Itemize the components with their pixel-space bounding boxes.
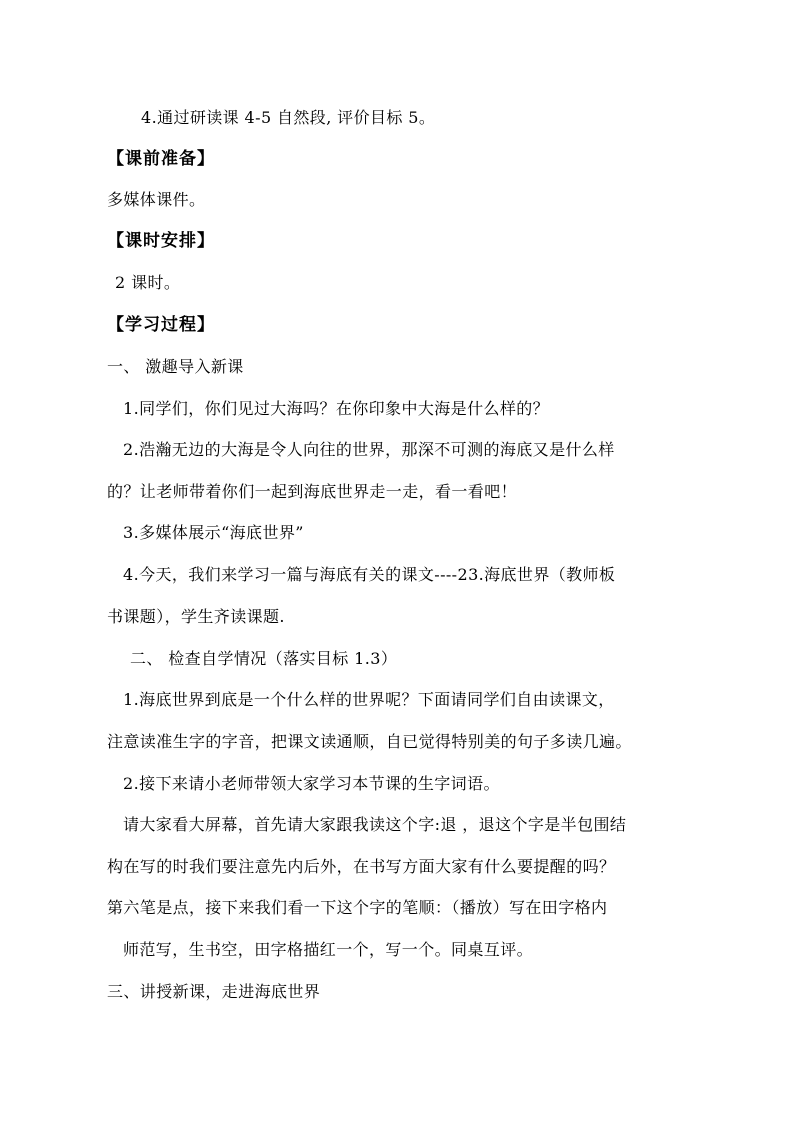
- preparation-text: 多媒体课件。: [107, 190, 206, 209]
- paragraph-line: 2.接下来请小老师带领大家学习本节课的生字词语。: [123, 774, 500, 793]
- section-heading-schedule: 【课时安排】: [107, 231, 215, 251]
- objective-item-4: 4.通过研读课 4-5 自然段, 评价目标 5。: [141, 108, 436, 127]
- step-heading-3: 三、讲授新课，走进海底世界: [107, 982, 321, 1001]
- paragraph-line: 构在写的时我们要注意先内后外，在书写方面大家有什么要提醒的吗？: [107, 857, 616, 876]
- paragraph-line: 注意读准生字的字音，把课文读通顺，自已觉得特别美的句子多读几遍。: [107, 732, 632, 751]
- paragraph-line: 书课题），学生齐读课题.: [107, 607, 285, 626]
- paragraph-line: 请大家看大屏幕，首先请大家跟我读这个字:退 ，退这个字是半包围结: [123, 815, 627, 834]
- paragraph-line: 师范写，生书空，田字格描红一个，写一个。同桌互评。: [123, 940, 534, 959]
- paragraph-line: 1.同学们，你们见过大海吗？在你印象中大海是什么样的？: [123, 399, 550, 418]
- schedule-text: 2 课时。: [115, 273, 181, 292]
- step-heading-1: 一、 激趣导入新课: [107, 357, 244, 376]
- paragraph-line: 1.海底世界到底是一个什么样的世界呢？下面请同学们自由读课文，: [123, 690, 615, 709]
- paragraph-line: 4.今天，我们来学习一篇与海底有关的课文----23.海底世界（教师板: [123, 565, 616, 584]
- paragraph-line: 的？让老师带着你们一起到海底世界走一走，看一看吧！: [107, 482, 518, 501]
- section-heading-preparation: 【课前准备】: [107, 149, 215, 169]
- paragraph-line: 第六笔是点，接下来我们看一下这个字的笔顺：（播放）写在田字格内: [107, 898, 608, 917]
- section-heading-process: 【学习过程】: [107, 315, 215, 335]
- paragraph-line: 3.多媒体展示“海底世界”: [123, 523, 304, 542]
- paragraph-line: 2.浩瀚无边的大海是令人向往的世界，那深不可测的海底又是什么样: [123, 440, 615, 459]
- step-heading-2: 二、 检查自学情况（落实目标 1.3）: [130, 649, 398, 668]
